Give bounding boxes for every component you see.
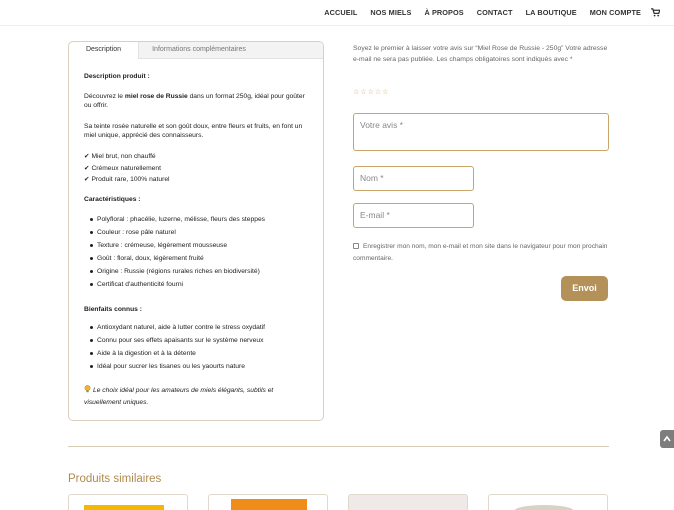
check-item: ✔ Produit rare, 100% naturel (84, 176, 170, 183)
scroll-to-top-button[interactable] (660, 430, 674, 448)
product-card[interactable] (348, 494, 468, 510)
star-icon[interactable]: ☆ (382, 88, 389, 96)
list-item: Idéal pour sucrer les tisanes ou les yaourts nature (90, 362, 265, 375)
intro-paragraph (84, 92, 314, 111)
main-nav (311, 8, 660, 17)
submit-button[interactable]: Envoi (561, 276, 608, 301)
product-image (489, 495, 608, 510)
star-icon[interactable]: ☆ (374, 88, 382, 96)
product-card[interactable] (68, 494, 188, 510)
review-textarea[interactable]: Votre avis * (353, 113, 609, 151)
list-item: Goût : floral, doux, légèrement fruité (90, 254, 265, 267)
star-icon[interactable]: ☆ (360, 88, 367, 96)
lightbulb-icon (84, 385, 91, 393)
related-products-title: Produits similaires (68, 473, 162, 485)
email-field[interactable]: E-mail * (353, 203, 474, 228)
intro-text-after: dans un format 250g, idéal pour goûter ou offrir. (84, 93, 305, 110)
list-item: Polyfloral : phacélie, luzerne, mélisse, fleurs des steppes (90, 215, 265, 228)
rating-stars[interactable] (353, 88, 389, 96)
list-item: Texture : crémeuse, légèrement mousseuse (90, 241, 265, 254)
intro-bold-product: miel rose de Russie (124, 93, 188, 100)
cart-icon[interactable] (651, 8, 660, 17)
nav-nos-miels[interactable]: NOS MIELS (370, 8, 412, 17)
tab-informations[interactable]: Informations complémentaires (152, 46, 246, 53)
check-item: ✔ Miel brut, non chauffé (84, 153, 156, 160)
product-card[interactable] (488, 494, 608, 510)
list-item: Certificat d'authenticité fourni (90, 280, 265, 293)
list-item: Antioxydant naturel, aide à lutter contre le stress oxydatif (90, 323, 265, 336)
consent-checkbox[interactable] (353, 243, 359, 249)
section-divider (68, 446, 609, 447)
star-icon[interactable]: ☆ (367, 88, 374, 96)
list-item: Origine : Russie (régions rurales riches en biodiversité) (90, 267, 265, 280)
tab-bar (69, 42, 323, 59)
list-item: Aide à la digestion et à la détente (90, 349, 265, 362)
list-item: Couleur : rose pâle naturel (90, 228, 265, 241)
tip-text: Le choix idéal pour les amateurs de miels élégants, subtils et visuellement uniques. (84, 387, 274, 406)
product-card[interactable] (208, 494, 328, 510)
product-tabs (68, 41, 324, 421)
nav-contact[interactable]: CONTACT (476, 8, 513, 17)
nav-a-propos[interactable]: À PROPOS (424, 8, 464, 17)
product-image (69, 495, 188, 510)
list-item: Connu pour ses effets apaisants sur le système nerveux (90, 336, 265, 349)
characteristics-heading: Caractéristiques : (84, 196, 141, 203)
product-image (349, 495, 468, 510)
consent-row (353, 241, 609, 264)
star-icon[interactable]: ☆ (353, 88, 360, 96)
intro-text-before: Découvrez le (84, 93, 125, 100)
benefits-heading: Bienfaits connus : (84, 306, 142, 313)
characteristics-list (90, 215, 265, 293)
tip-note (84, 385, 304, 408)
product-image (209, 495, 328, 510)
name-field[interactable]: Nom * (353, 166, 474, 191)
nav-accueil[interactable]: ACCUEIL (324, 8, 358, 17)
consent-label: Enregistrer mon nom, mon e-mail et mon site dans le navigateur pour mon prochain commentaire. (353, 243, 608, 262)
description-heading: Description produit : (84, 73, 150, 80)
nav-la-boutique[interactable]: LA BOUTIQUE (525, 8, 577, 17)
benefits-list (90, 323, 265, 375)
review-intro: Soyez le premier à laisser votre avis sur “Miel Rose de Russie - 250g” Votre adresse e-mail ne sera pas publiée. Les champs obligatoires sont indiqués avec * (353, 45, 608, 64)
tab-description[interactable]: Description (69, 42, 139, 59)
nav-mon-compte[interactable]: MON COMPTE (589, 8, 641, 17)
chevron-up-icon (663, 435, 671, 442)
check-item: ✔ Crémeux naturellement (84, 164, 161, 172)
color-taste-paragraph: Sa teinte rosée naturelle et son goût doux, entre fleurs et fruits, en font un miel unique, apprécié des connaisseurs. (84, 123, 303, 140)
check-list (84, 152, 314, 187)
top-header (0, 0, 674, 26)
